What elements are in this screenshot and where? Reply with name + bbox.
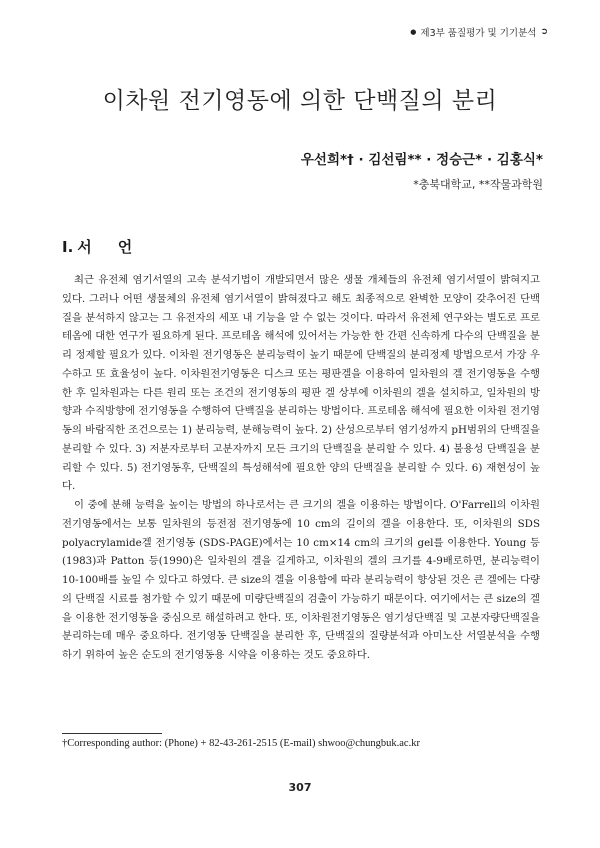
running-header-label: 제3부 품질평가 및 기기분석 — [420, 28, 537, 39]
page-title: 이차원 전기영동에 의한 단백질의 분리 — [102, 88, 498, 114]
author-list: 우선희*† · 김선림** · 정승근* · 김홍식* — [300, 152, 543, 168]
section-heading — [62, 236, 132, 257]
body-text — [62, 271, 540, 665]
section-title-part2: 언 — [117, 238, 133, 256]
section-number: I. — [62, 238, 74, 256]
running-header — [410, 25, 548, 39]
section-title-part1: 서 — [77, 238, 92, 256]
footnote-divider — [62, 733, 162, 734]
paragraph: 이 중에 분해 능력을 높이는 방법의 하나로서는 큰 크기의 겔을 이용하는 방법이다. O'Farrell의 이차원전기영동에서는 보통 일차원의 등전점 전기영동에 10 cm의 길이의 겔을 이용한다. 또, 이차원의 SDS polyacrylamide겔 전기영동 (SDS-PAGE)에서는 10 cm×14 cm의 크기의 gel를 이용한다. Young 등(1983)과 Patton 등(1990)은 일차원의 겔을 길게하고, 이차원의 겔의 크기를 4-9배로하면, 분리능력이 10-100배를 높일 수 있다고 하였다. 큰 size의 겔을 이용함에 따라 분리능력이 향상된 것은 큰 겔에는 다량의 단백질 시료를 첨가할 수 있기 때문에 미량단백질의 검출이 가능하기 때문이다. 여기에서는 큰 size의 겔을 이용한 전기영동을 중심으로 해설하려고 한다. 또, 이차원전기영동은 염기성단백질 및 고분자량단백질을 분리하는데 매우 중요하다. 전기영동 단백질을 분리한 후, 단백질의 질량분석과 아미노산 서열분석을 수행하기 위하여 높은 순도의 전기영동용 시약을 이용하는 것도 중요하다. — [62, 499, 540, 661]
paragraph: 최근 유전체 염기서열의 고속 분석기법이 개발되면서 많은 생물 개체들의 유전체 염기서열이 밝혀지고 있다. 그러나 어떤 생물체의 유전체 염기서열이 밝혀졌다고 해도 최종적으로 완벽한 모양이 갖추어진 단백질을 분석하지 않고는 그 유전자의 세포 내 기능을 알 수 없는 것이다. 따라서 유전체 연구와는 별도로 프로테옴에 대한 연구가 필요하게 된다. 프로테옴 해석에 있어서는 가능한 한 간편 신속하게 다수의 단백질을 분리 정제할 필요가 있다. 이차원 전기영동은 분리능력이 높기 때문에 단백질의 분리정제 방법으로서 가장 우수하고 또 효율성이 높다. 이차원전기영동은 디스크 또는 평판겔을 이용하여 일차원의 겔 전기영동을 수행한 후 일차원과는 다른 원리 또는 조건의 전기영동의 평판 겔 상부에 이차원의 겔을 설치하고, 일차원의 방향과 수직방향에 전기영동을 수행하여 단백질을 분리하는 방법이다. 프로테옴 해석에 필요한 이차원 전기영동의 바람직한 조건으로는 1) 분리능력, 분해능력이 높다. 2) 산성으로부터 염기성까지 pH범위의 단백질을 분리할 수 있다. 3) 저분자로부터 고분자까지 모든 크기의 단백질을 분리할 수 있다. 4) 불용성 단백질을 분리할 수 있다. 5) 전기영동후, 단백질의 특성해석에 필요한 양의 단백질을 분리할 수 있다. 6) 재현성이 높다. — [62, 274, 540, 493]
page-number: 307 — [288, 781, 312, 794]
footnote: †Corresponding author: (Phone) + 82-43-261-2515 (E-mail) shwoo@chungbuk.ac.kr — [62, 738, 420, 749]
bullet-icon: ● — [410, 28, 417, 36]
arrow-icon: ➲ — [540, 27, 548, 37]
affiliation-list: *충북대학교, **작물과학원 — [413, 178, 543, 191]
